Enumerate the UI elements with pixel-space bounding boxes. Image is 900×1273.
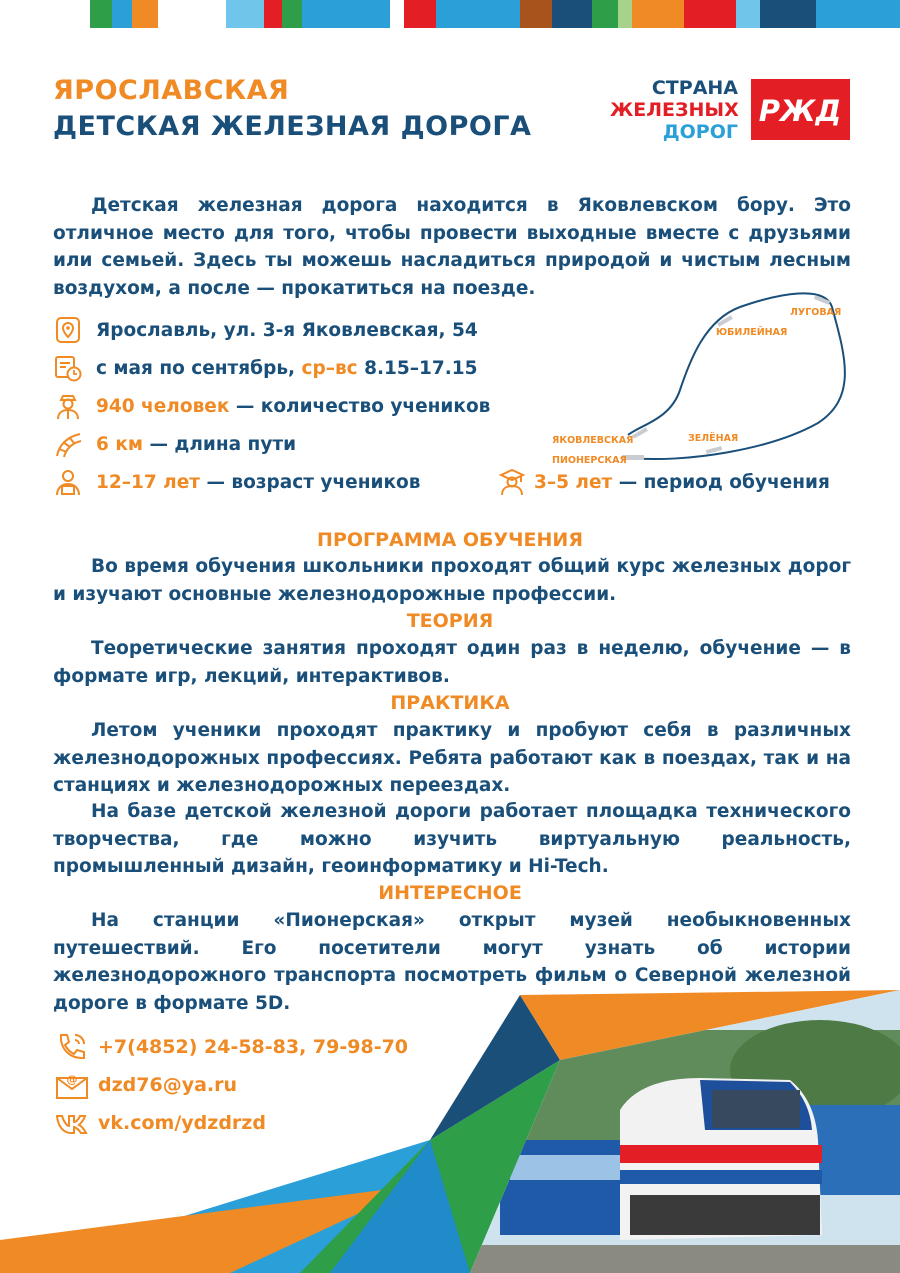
student-icon — [53, 467, 83, 497]
rzd-logo-text: РЖД — [758, 94, 842, 128]
rzd-logo — [751, 79, 850, 140]
contact-vk[interactable] — [55, 1106, 266, 1140]
station-label-zelenaya: ЗЕЛЁНАЯ — [688, 433, 739, 444]
section-title-interesting: ИНТЕРЕСНОЕ — [378, 882, 522, 904]
info-period — [497, 465, 830, 499]
program-paragraph: Во время обучения школьники проходят общий курс железных дорог и изучают основные железнодорожные профессии. — [53, 556, 851, 605]
page-title — [53, 73, 531, 145]
period-text: — период обучения — [612, 471, 830, 493]
intro-paragraph: Детская железная дорога находится в Яковлевском бору. Это отличное место для того, чтобы провести выходные вместе с друзьями или семьей. Здесь ты можешь насладиться природой и чистым лесным воздухом, а после — прокатиться на поезде. — [53, 195, 851, 299]
brand-line-1: СТРАНА — [651, 77, 738, 99]
vk-icon — [55, 1107, 89, 1139]
schedule-days: ср–вс — [301, 357, 358, 379]
info-address — [53, 313, 478, 347]
info-schedule — [53, 351, 478, 385]
practice-paragraph-1: Летом ученики проходят практику и пробуют себя в различных железнодорожных профессиях. Ребята работают как в поездах, так и на станциях и железнодорожных переездах. — [53, 720, 851, 796]
interesting-paragraph: На станции «Пионерская» открыт музей необыкновенных путешествий. Его посетители могут узнать об истории железнодорожного транспорта посмотреть фильм о Северной железной дороге в формате 5D. — [53, 910, 851, 1014]
title-line-1: ЯРОСЛАВСКАЯ — [53, 75, 290, 106]
brand-line-3: ДОРОГ — [662, 121, 738, 143]
length-value: 6 км — [96, 433, 143, 455]
age-value: 12–17 лет — [96, 471, 200, 493]
title-line-2: ДЕТСКАЯ ЖЕЛЕЗНАЯ ДОРОГА — [53, 111, 532, 142]
contact-phone[interactable] — [55, 1030, 408, 1064]
graduate-icon — [497, 467, 527, 497]
info-age — [53, 465, 420, 499]
station-marker-yubileynaya — [717, 315, 733, 326]
age-text: — возраст учеников — [200, 471, 421, 493]
practice-paragraph-2: На базе детской железной дороги работает площадка технического творчества, где можно изучить виртуальную реальность, промышленный дизайн, геоинформатику и Hi-Tech. — [53, 801, 851, 877]
students-count: 940 человек — [96, 395, 230, 417]
section-title-practice: ПРАКТИКА — [390, 692, 510, 714]
students-text: — количество учеников — [229, 395, 491, 417]
email-icon — [55, 1069, 89, 1101]
vk-text: vk.com/ydzdrzd — [98, 1112, 266, 1134]
contact-email[interactable] — [55, 1068, 237, 1102]
location-icon — [53, 315, 83, 345]
top-color-stripe — [0, 0, 900, 28]
calendar-clock-icon — [53, 353, 83, 383]
address-text: Ярославль, ул. 3-я Яковлевская, 54 — [96, 319, 478, 341]
email-text: dzd76@ya.ru — [98, 1074, 238, 1096]
schedule-prefix: с мая по сентябрь, — [96, 357, 302, 379]
station-label-yubileynaya: ЮБИЛЕЙНАЯ — [716, 327, 788, 338]
station-label-pionerskaya: ПИОНЕРСКАЯ — [552, 455, 627, 466]
period-value: 3–5 лет — [534, 471, 613, 493]
svg-text:@: @ — [66, 1073, 78, 1086]
rzd-logo-icon — [751, 79, 850, 140]
route-map — [540, 285, 860, 470]
length-text: — длина пути — [143, 433, 297, 455]
phone-text: +7(4852) 24-58-83, 79-98-70 — [98, 1036, 409, 1058]
brand-slogan — [610, 77, 738, 143]
phone-icon — [55, 1031, 89, 1063]
railway-track-icon — [53, 429, 83, 459]
brand-line-2: ЖЕЛЕЗНЫХ — [610, 99, 739, 121]
station-label-lugovaya: ЛУГОВАЯ — [790, 307, 842, 318]
theory-paragraph: Теоретические занятия проходят один раз в неделю, обучение — в формате игр, лекций, интерактивов. — [53, 638, 851, 687]
info-length — [53, 427, 296, 461]
info-students — [53, 389, 490, 423]
section-title-theory: ТЕОРИЯ — [406, 610, 494, 632]
station-label-yakovlevskaya: ЯКОВЛЕВСКАЯ — [552, 435, 634, 446]
schedule-time: 8.15–17.15 — [357, 357, 478, 379]
section-title-program: ПРОГРАММА ОБУЧЕНИЯ — [317, 529, 583, 551]
conductor-icon — [53, 391, 83, 421]
